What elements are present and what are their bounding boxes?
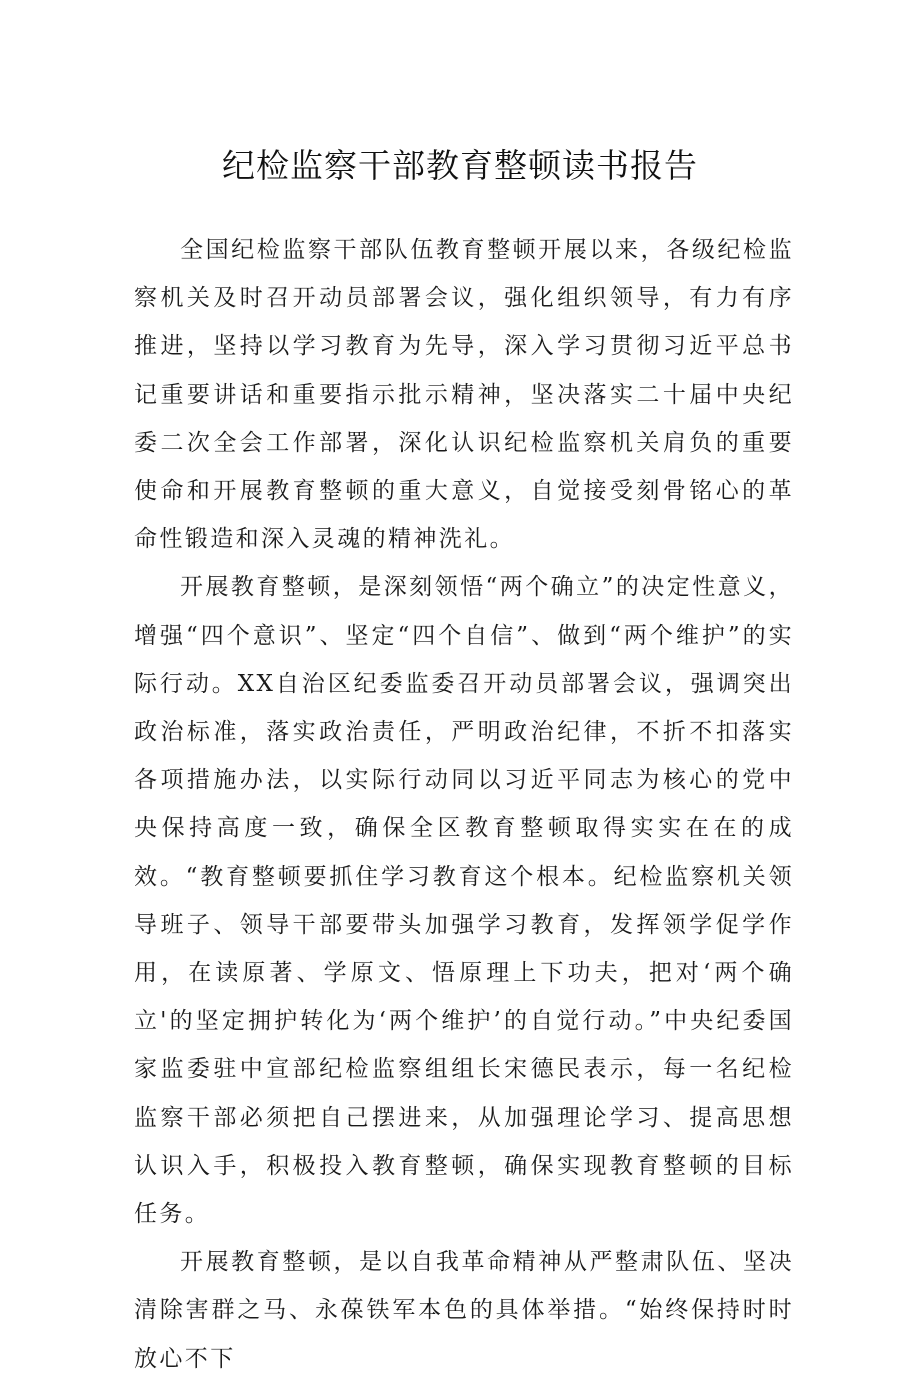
paragraph-1: 全国纪检监察干部队伍教育整顿开展以来，各级纪检监察机关及时召开动员部署会议，强化组织领导，有力有序推进，坚持以学习教育为先导，深入学习贯彻习近平总书记重要讲话和重要指示批示精神，坚决落实二十届中央纪委二次全会工作部署，深化认识纪检监察机关肩负的重要使命和开展教育整顿的重大意义，自觉接受刻骨铭心的革命性锻造和深入灵魂的精神洗礼。 [134,237,794,553]
paragraph-2: 开展教育整顿，是深刻领悟“两个确立”的决定性意义，增强“四个意识”、坚定“四个自信”、做到“两个维护”的实际行动。XX自治区纪委监委召开动员部署会议，强调突出政治标准，落实政治责任，严明政治纪律，不折不扣落实各项措施办法，以实际行动同以习近平同志为核心的党中央保持高度一致，确保全区教育整顿取得实实在在的成效。“教育整顿要抓住学习教育这个根本。纪检监察机关领导班子、领导干部要带头加强学习教育，发挥领学促学作用，在读原著、学原文、悟原理上下功夫，把对‘两个确立'的坚定拥护转化为‘两个维护’的自觉行动。”中央纪委国家监委驻中宣部纪检监察组组长宋德民表示，每一名纪检监察干部必须把自己摆进来，从加强理论学习、提高思想认识入手，积极投入教育整顿，确保实现教育整顿的目标任务。 [134,574,794,1228]
paragraph-3: 开展教育整顿，是以自我革命精神从严整肃队伍、坚决清除害群之马、永葆铁军本色的具体举措。“始终保持时时放心不下 [134,1249,794,1372]
document-body [134,226,794,1383]
document-title: 纪检监察干部教育整顿读书报告 [222,146,698,185]
